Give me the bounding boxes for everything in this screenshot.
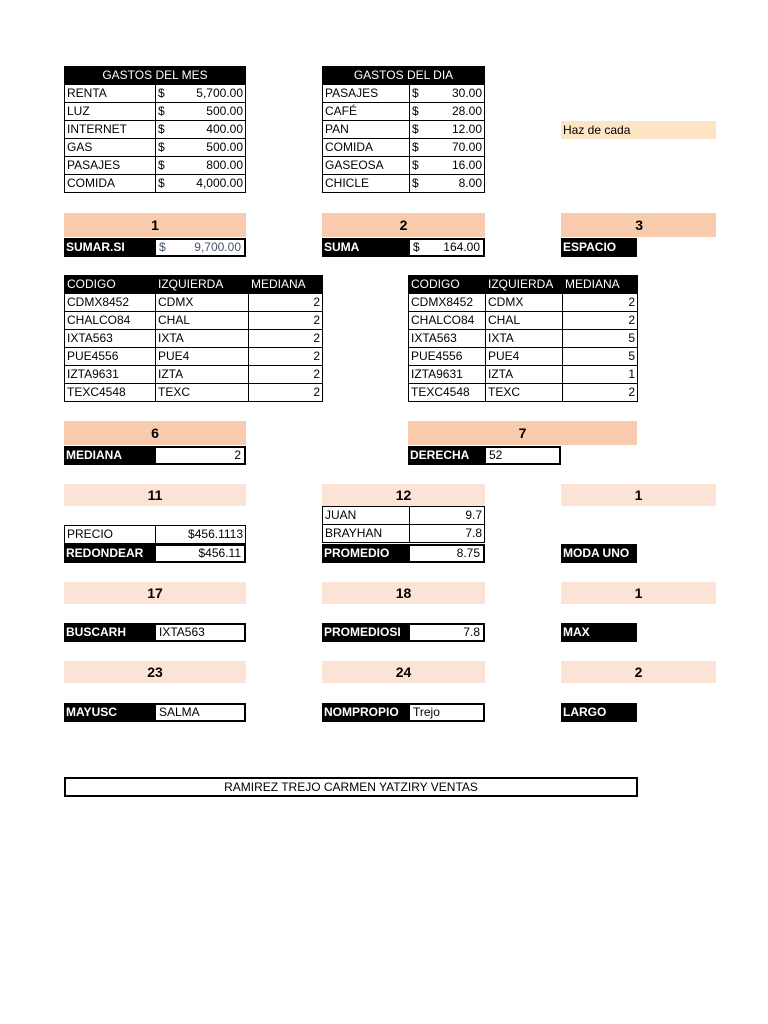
- mediana-value[interactable]: 2: [154, 446, 246, 465]
- currency-symbol: $: [410, 121, 429, 139]
- table-cell[interactable]: 5,700.00: [174, 85, 246, 103]
- table-cell[interactable]: PUE4556: [409, 348, 486, 366]
- table-cell[interactable]: PAN: [323, 121, 410, 139]
- currency-symbol: $: [410, 139, 429, 157]
- table-cell[interactable]: 2: [249, 312, 323, 330]
- table-cell[interactable]: 2: [249, 366, 323, 384]
- author-name-cell[interactable]: RAMIREZ TREJO CARMEN YATZIRY VENTAS: [64, 777, 638, 797]
- mayusc-label: MAYUSC: [64, 703, 154, 722]
- gastos-mes-table: [64, 84, 246, 193]
- table-cell[interactable]: 400.00: [174, 121, 246, 139]
- table-row: [409, 294, 638, 312]
- table-row: [323, 121, 485, 139]
- table-cell[interactable]: 28.00: [428, 103, 485, 121]
- table-row: [323, 139, 485, 157]
- column-header: MEDIANA: [563, 276, 638, 294]
- table-row: [65, 85, 246, 103]
- gastos-dia-table: [322, 84, 485, 193]
- table-row: [323, 507, 485, 525]
- table-cell[interactable]: 12.00: [428, 121, 485, 139]
- table-cell[interactable]: CDMX8452: [409, 294, 486, 312]
- table-row: [65, 175, 246, 193]
- table-cell[interactable]: 2: [249, 384, 323, 402]
- table-row: [65, 294, 323, 312]
- table-cell[interactable]: 2: [563, 294, 638, 312]
- derecha-value[interactable]: 52: [484, 446, 561, 465]
- codes-right-table: [408, 275, 638, 402]
- table-cell[interactable]: CHAL: [486, 312, 563, 330]
- table-row: [409, 366, 638, 384]
- table-cell[interactable]: CDMX8452: [65, 294, 156, 312]
- column-header: IZQUIERDA: [486, 276, 563, 294]
- largo-label: LARGO: [561, 703, 637, 722]
- section-18-band: 18: [322, 582, 485, 604]
- table-cell[interactable]: PUE4: [486, 348, 563, 366]
- column-header: IZQUIERDA: [156, 276, 249, 294]
- table-header-row: [65, 276, 323, 294]
- table-cell[interactable]: COMIDA: [65, 175, 156, 193]
- table-cell[interactable]: 500.00: [174, 103, 246, 121]
- table-row: [65, 330, 323, 348]
- table-row: [65, 139, 246, 157]
- column-header: CODIGO: [409, 276, 486, 294]
- table-row: [65, 157, 246, 175]
- buscarh-value[interactable]: IXTA563: [154, 623, 246, 642]
- table-cell[interactable]: RENTA: [65, 85, 156, 103]
- table-cell[interactable]: PRECIO: [65, 526, 156, 544]
- table-row: [65, 348, 323, 366]
- table-cell[interactable]: PUE4: [156, 348, 249, 366]
- table-cell[interactable]: PASAJES: [65, 157, 156, 175]
- table-row: [409, 312, 638, 330]
- table-cell[interactable]: CHALCO84: [65, 312, 156, 330]
- table-cell[interactable]: INTERNET: [65, 121, 156, 139]
- section-6-band: 6: [64, 421, 246, 445]
- suma-label: SUMA: [322, 238, 408, 257]
- table-cell[interactable]: 30.00: [428, 85, 485, 103]
- currency-symbol: $: [156, 103, 175, 121]
- currency-symbol: $: [410, 175, 429, 193]
- section-2-band: 2: [322, 213, 485, 237]
- promediosi-value[interactable]: 7.8: [408, 623, 485, 642]
- section-13-band: 1: [561, 484, 716, 506]
- section-1-band: 1: [64, 213, 246, 237]
- table-cell[interactable]: 500.00: [174, 139, 246, 157]
- mayusc-value[interactable]: SALMA: [154, 703, 246, 722]
- sumar-si-result[interactable]: [154, 238, 246, 257]
- table-row: [65, 103, 246, 121]
- promedio-label: PROMEDIO: [322, 544, 408, 563]
- table-cell[interactable]: JUAN: [323, 507, 410, 525]
- note-cell[interactable]: Haz de cada: [561, 121, 716, 139]
- section-23-band: 23: [64, 661, 246, 683]
- redondear-label: REDONDEAR: [64, 544, 154, 563]
- table-cell[interactable]: CHALCO84: [409, 312, 486, 330]
- table-cell[interactable]: 16.00: [428, 157, 485, 175]
- table-row: [323, 85, 485, 103]
- gastos-dia-title: GASTOS DEL DIA: [322, 66, 485, 84]
- table-cell[interactable]: 2: [563, 312, 638, 330]
- column-header: CODIGO: [65, 276, 156, 294]
- precio-table: [64, 525, 246, 544]
- section-3-band: 3: [561, 213, 716, 237]
- table-cell[interactable]: $456.1113: [156, 526, 246, 544]
- table-row: [65, 526, 246, 544]
- table-row: [409, 384, 638, 402]
- table-cell[interactable]: IXTA: [156, 330, 249, 348]
- table-header-row: [409, 276, 638, 294]
- table-cell[interactable]: CHAL: [156, 312, 249, 330]
- table-cell[interactable]: 5: [563, 348, 638, 366]
- table-cell[interactable]: TEXC: [156, 384, 249, 402]
- table-cell[interactable]: BRAYHAN: [323, 525, 410, 543]
- section-7-band: 7: [408, 421, 637, 445]
- table-cell[interactable]: 1: [563, 366, 638, 384]
- table-cell[interactable]: IXTA563: [409, 330, 486, 348]
- table-cell[interactable]: IZTA9631: [409, 366, 486, 384]
- table-cell[interactable]: 2: [563, 384, 638, 402]
- suma-value: 164.00: [443, 240, 480, 254]
- table-cell[interactable]: LUZ: [65, 103, 156, 121]
- section-11-band: 11: [64, 484, 246, 506]
- table-row: [323, 525, 485, 543]
- currency-symbol: $: [410, 157, 429, 175]
- codes-left-table: [64, 275, 323, 402]
- table-cell[interactable]: 2: [249, 348, 323, 366]
- table-cell[interactable]: PASAJES: [323, 85, 410, 103]
- espacio-label: ESPACIO: [561, 238, 637, 257]
- gastos-mes-title: GASTOS DEL MES: [64, 66, 246, 84]
- section-19-band: 1: [561, 582, 716, 604]
- currency-symbol: $: [156, 121, 175, 139]
- table-row: [323, 103, 485, 121]
- promedio-value[interactable]: 8.75: [408, 544, 485, 563]
- table-row: [323, 157, 485, 175]
- table-cell[interactable]: 7.8: [410, 525, 485, 543]
- table-cell[interactable]: 4,000.00: [174, 175, 246, 193]
- promediosi-label: PROMEDIOSI: [322, 623, 408, 642]
- currency-symbol: $: [159, 240, 166, 254]
- max-label: MAX: [561, 623, 637, 642]
- table-cell[interactable]: TEXC: [486, 384, 563, 402]
- sumar-si-label: SUMAR.SI: [64, 238, 154, 257]
- table-cell[interactable]: CHICLE: [323, 175, 410, 193]
- table-cell[interactable]: 2: [249, 330, 323, 348]
- table-cell[interactable]: IXTA: [486, 330, 563, 348]
- section-17-band: 17: [64, 582, 246, 604]
- table-cell[interactable]: CDMX: [156, 294, 249, 312]
- table-cell[interactable]: 800.00: [174, 157, 246, 175]
- table-cell[interactable]: GAS: [65, 139, 156, 157]
- column-header: MEDIANA: [249, 276, 323, 294]
- currency-symbol: $: [156, 175, 175, 193]
- table-row: [65, 312, 323, 330]
- table-cell[interactable]: 5: [563, 330, 638, 348]
- table-row: [323, 175, 485, 193]
- table-cell[interactable]: PUE4556: [65, 348, 156, 366]
- currency-symbol: $: [413, 240, 420, 254]
- section-24-band: 24: [322, 661, 485, 683]
- table-row: [65, 366, 323, 384]
- moda-uno-label: MODA UNO: [561, 544, 637, 563]
- table-cell[interactable]: TEXC4548: [409, 384, 486, 402]
- table-row: [65, 121, 246, 139]
- mediana-label: MEDIANA: [64, 446, 154, 465]
- buscarh-label: BUSCARH: [64, 623, 154, 642]
- nompropio-value[interactable]: Trejo: [408, 703, 485, 722]
- section-12-band: 12: [322, 484, 485, 506]
- table-cell[interactable]: IZTA: [156, 366, 249, 384]
- table-cell[interactable]: IZTA: [486, 366, 563, 384]
- table-cell[interactable]: IXTA563: [65, 330, 156, 348]
- table-cell[interactable]: GASEOSA: [323, 157, 410, 175]
- suma-result[interactable]: [408, 238, 485, 257]
- currency-symbol: $: [410, 85, 429, 103]
- table-cell[interactable]: COMIDA: [323, 139, 410, 157]
- sumar-si-value: 9,700.00: [194, 240, 241, 254]
- nompropio-label: NOMPROPIO: [322, 703, 408, 722]
- promedio-table: [322, 506, 485, 543]
- currency-symbol: $: [156, 157, 175, 175]
- table-cell[interactable]: CAFÉ: [323, 103, 410, 121]
- table-cell[interactable]: 9.7: [410, 507, 485, 525]
- table-cell[interactable]: TEXC4548: [65, 384, 156, 402]
- table-row: [409, 330, 638, 348]
- derecha-label: DERECHA: [408, 446, 484, 465]
- table-cell[interactable]: 8.00: [428, 175, 485, 193]
- currency-symbol: $: [410, 103, 429, 121]
- currency-symbol: $: [156, 139, 175, 157]
- currency-symbol: $: [156, 85, 175, 103]
- table-cell[interactable]: CDMX: [486, 294, 563, 312]
- table-cell[interactable]: 2: [249, 294, 323, 312]
- redondear-value[interactable]: $456.11: [154, 544, 246, 563]
- section-25-band: 2: [561, 661, 716, 683]
- table-cell[interactable]: 70.00: [428, 139, 485, 157]
- table-cell[interactable]: IZTA9631: [65, 366, 156, 384]
- table-row: [65, 384, 323, 402]
- table-row: [409, 348, 638, 366]
